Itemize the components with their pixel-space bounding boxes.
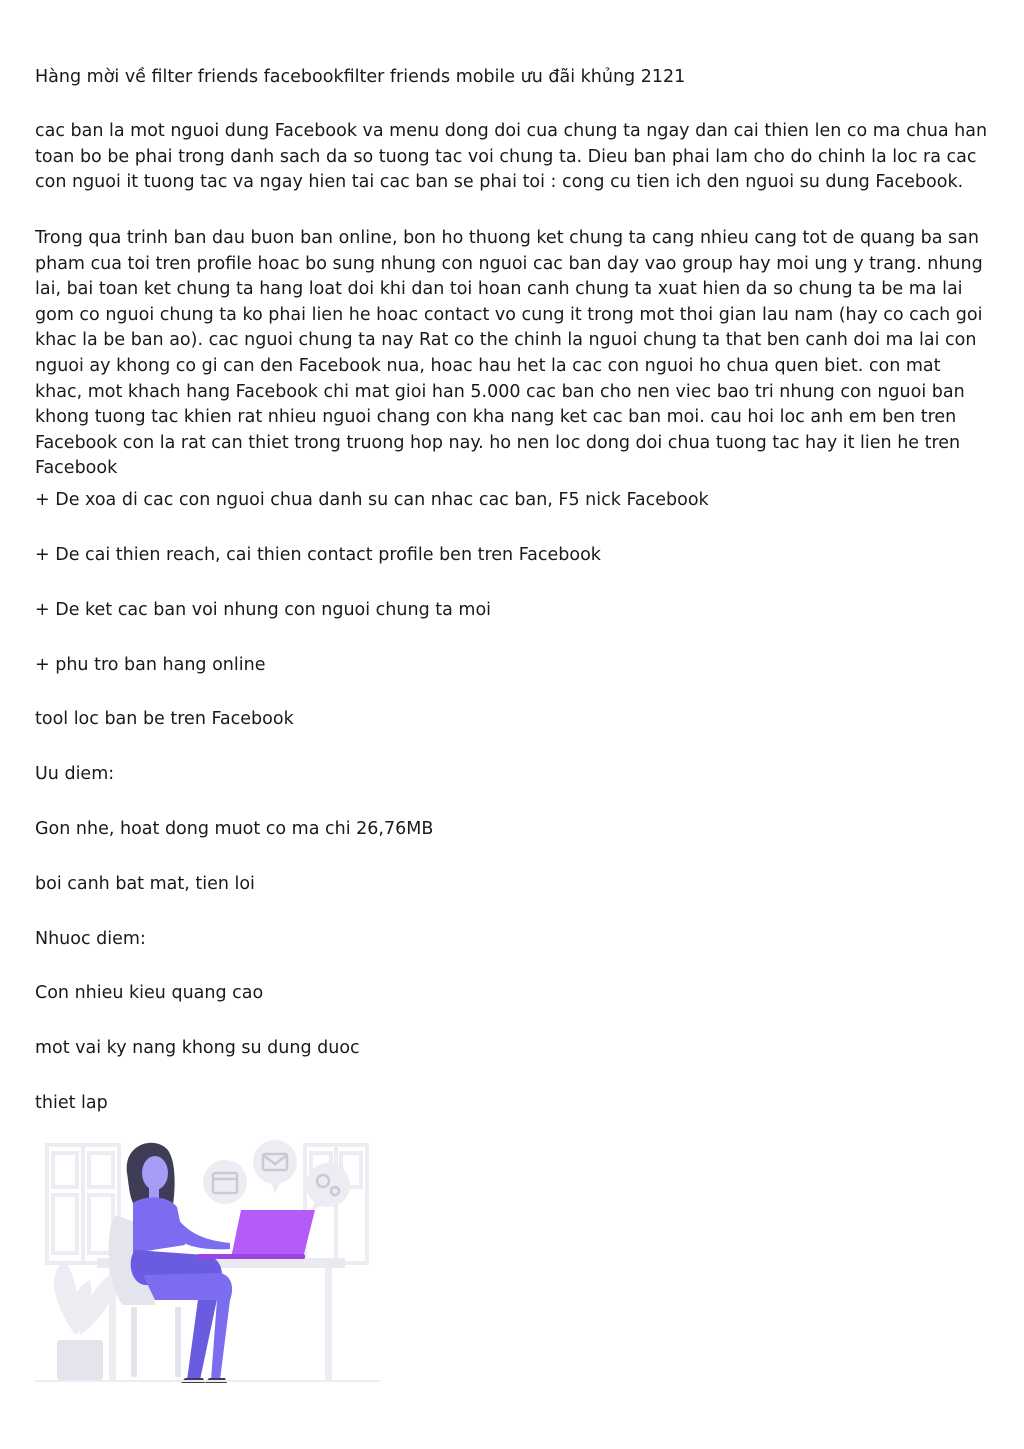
gear-bubble-icon <box>306 1163 350 1211</box>
bullet-item-remove: + De xoa di cac con nguoi chua danh su can nhac cac ban, F5 nick Facebook <box>35 490 709 510</box>
tool-heading: tool loc ban be tren Facebook <box>35 709 294 729</box>
cons-heading: Nhuoc diem: <box>35 929 146 949</box>
bullet-item-connect: + De ket cac ban voi nhung con nguoi chung ta moi <box>35 600 492 620</box>
laptop <box>197 1210 315 1259</box>
document-title: Hàng mời về filter friends facebookfilter friends mobile ưu đãi khủng 2121 <box>35 67 686 87</box>
intro-paragraph: cac ban la mot nguoi dung Facebook va menu dong doi cua chung ta ngay dan cai thien len co ma chua han toan bo be phai trong danh sach da so tuong tac voi chung ta. Dieu ban phai lam cho do chinh la loc ra cac con nguoi it tuong tac va ngay hien tai cac ban se phai toi : cong cu tien ich den nguoi su dung Facebook. <box>35 121 988 193</box>
cons-item-ads: Con nhieu kieu quang cao <box>35 983 264 1003</box>
pros-item-ui: boi canh bat mat, tien loi <box>35 874 255 894</box>
calendar-bubble-icon <box>203 1160 247 1204</box>
mail-bubble-icon <box>253 1140 297 1193</box>
cons-item-features: mot vai ky nang khong su dung duoc <box>35 1038 360 1058</box>
setup-heading: thiet lap <box>35 1093 108 1113</box>
bullet-item-reach: + De cai thien reach, cai thien contact profile ben tren Facebook <box>35 545 601 565</box>
pros-heading: Uu diem: <box>35 764 115 784</box>
woman-laptop-illustration <box>35 1135 380 1383</box>
pros-item-size: Gon nhe, hoat dong muot co ma chi 26,76MB <box>35 819 434 839</box>
body-paragraph: Trong qua trinh ban dau buon ban online, bon ho thuong ket chung ta cang nhieu cang tot de quang ba san pham cua toi tren profile hoac bo sung nhung con nguoi cac ban day vao group hay moi ung y trang. nhung lai, bai toan ket chung ta hang loat doi khi dan toi hoan canh chung ta xuat hien da so chung ta be ma lai gom co nguoi chung ta ko phai lien he hoac contact vo cung it trong mot thoi gian lau nam (hay co cach goi khac la be ban ao). cac nguoi chung ta nay Rat co the chinh la nguoi chung ta that ben canh doi ma lai con nguoi ay khong co gi can den Facebook nua, hoac hau het la cac con nguoi ho chua quen biet. con mat khac, mot khach hang Facebook chi mat gioi han 5.000 cac ban cho nen viec bao tri nhung con nguoi ban khong tuong tac khien rat nhieu nguoi chang con kha nang ket cac ban moi. cau hoi loc anh em ben tren Facebook con la rat can thiet trong truong hop nay. ho nen loc dong doi chua tuong tac hay it lien he tren Facebook <box>35 228 983 479</box>
bullet-item-sales: + phu tro ban hang online <box>35 655 266 675</box>
